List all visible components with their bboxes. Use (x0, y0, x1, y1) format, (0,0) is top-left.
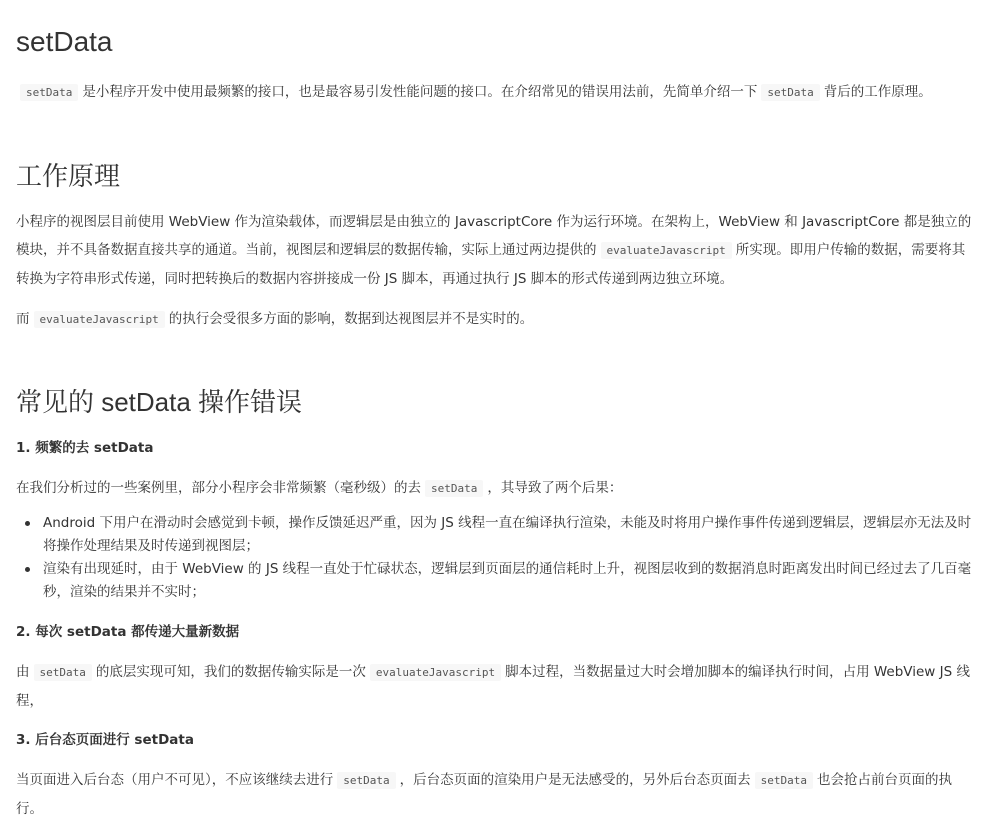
inline-code: setData (425, 480, 483, 497)
intro-paragraph (16, 78, 932, 107)
inline-code: setData (34, 664, 92, 681)
eval-paragraph (16, 305, 533, 334)
text: 所实现。即用户传输的数据，需要将其转换为字符串形式传递，同时把转换后的数据内容拼接成一份 JS 脚本，再通过执行 JS 脚本的形式传递到两边独立环境。 (16, 242, 966, 287)
bullet-icon (25, 567, 30, 572)
subsection-title: 1. 频繁的去 setData (16, 440, 154, 456)
subsection-paragraph (16, 474, 622, 503)
inline-code: evaluateJavascript (370, 664, 501, 681)
subsection-paragraph (16, 766, 976, 823)
text: 在我们分析过的一些案例里，部分小程序会非常频繁（毫秒级）的去 (16, 480, 421, 496)
text: ，后台态页面的渲染用户是无法感受的，另外后台态页面去 (399, 772, 751, 788)
list-item (16, 558, 976, 604)
text: 小程序的视图层目前使用 WebView 作为渲染载体，而逻辑层是由独立的 JavascriptCore 作为运行环境。在架构上，WebView 和 JavascriptCore 都是独立的模块，并不具备数据直接共享的通道。当前，视图层和逻辑层的数据传输，实际上通过两边提供的 (16, 214, 972, 258)
section-heading-errors: 常见的 setData 操作错误 (16, 387, 303, 417)
consequences-list (16, 512, 976, 604)
subsection-paragraph (16, 658, 976, 715)
text: 当页面进入后台态（用户不可见），不应该继续去进行 (16, 772, 334, 788)
text: 也会抢占前台页面的执行。 (16, 772, 952, 817)
inline-code: setData (755, 772, 813, 789)
section-heading-principle: 工作原理 (16, 161, 121, 191)
text: 脚本过程，当数据量过大时会增加脚本的编译执行时间，占用 WebView JS 线程， (16, 664, 970, 709)
text: ，其导致了两个后果： (487, 480, 623, 496)
inline-code: setData (20, 84, 78, 101)
list-item (16, 512, 976, 558)
inline-code: evaluateJavascript (34, 311, 165, 328)
text: 而 (16, 311, 30, 327)
text: 是小程序开发中使用最频繁的接口，也是最容易引发性能问题的接口。在介绍常见的错误用法前，先简单介绍一下 (82, 84, 758, 100)
subsection-title: 2. 每次 setData 都传递大量新数据 (16, 624, 240, 640)
text: 的底层实现可知，我们的数据传输实际是一次 (95, 664, 366, 680)
inline-code: evaluateJavascript (601, 242, 732, 259)
inline-code: setData (337, 772, 395, 789)
text: 背后的工作原理。 (823, 84, 932, 100)
inline-code: setData (761, 84, 819, 101)
subsection-title: 3. 后台态页面进行 setData (16, 732, 194, 748)
text: 由 (16, 664, 30, 680)
bullet-icon (25, 521, 30, 526)
principle-paragraph (16, 208, 976, 293)
text: 的执行会受很多方面的影响，数据到达视图层并不是实时的。 (168, 311, 534, 327)
list-item-text: Android 下用户在滑动时会感觉到卡顿，操作反馈延迟严重，因为 JS 线程一直在编译执行渲染，未能及时将用户操作事件传递到逻辑层，逻辑层亦无法及时将操作处理结果及时传递到视图层； (43, 515, 972, 554)
page-title: setData (16, 26, 113, 57)
list-item-text: 渲染有出现延时，由于 WebView 的 JS 线程一直处于忙碌状态，逻辑层到页面层的通信耗时上升，视图层收到的数据消息时距离发出时间已经过去了几百毫秒，渲染的结果并不实时； (43, 561, 972, 600)
